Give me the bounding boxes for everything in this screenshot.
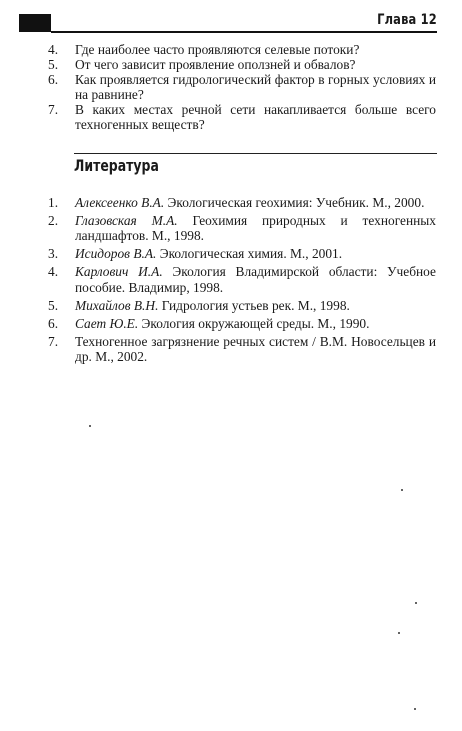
question-number: 6.: [48, 72, 59, 87]
reference-text: [75, 246, 436, 261]
reference-number: 5.: [48, 297, 59, 313]
review-questions: [48, 42, 436, 132]
question-text: В каких местах речной сети накапливается больше всего техногенных веществ?: [75, 102, 436, 132]
reference-title: Техногенное загрязнение речных систем / В.М. Новосельцев и др. М., 2002.: [75, 333, 436, 365]
question-item: [48, 42, 436, 57]
reference-text: [75, 195, 436, 210]
reference-author: Глазовская М.А.: [75, 213, 178, 228]
reference-item: [48, 298, 436, 313]
reference-number: 6.: [48, 315, 59, 331]
question-text: Где наиболее часто проявляются селевые потоки?: [75, 42, 360, 57]
reference-author: Карлович И.А.: [75, 264, 163, 280]
reference-item: [48, 213, 436, 244]
reference-text: [75, 316, 436, 331]
reference-number: 7.: [48, 333, 59, 349]
reference-text: [75, 213, 436, 244]
reference-number: 1.: [48, 195, 59, 210]
header-rule: [51, 31, 437, 33]
reference-number: 3.: [48, 246, 59, 262]
reference-title: Гидрология устьев рек. М., 1998.: [158, 297, 350, 313]
question-number: 4.: [48, 42, 59, 57]
literature-heading: Литература: [74, 156, 159, 175]
section-divider: [74, 153, 437, 154]
reference-item: [48, 246, 436, 261]
header-black-block: [19, 14, 51, 32]
reference-title: Экологическая геохимия: Учебник. М., 2000.: [164, 195, 425, 210]
scan-speck: [89, 425, 91, 427]
reference-number: 4.: [48, 264, 59, 280]
chapter-title: Глава 12: [377, 12, 437, 28]
reference-list: [48, 195, 436, 367]
reference-author: Михайлов В.Н.: [75, 297, 159, 313]
reference-title: Геохимия природных и техногенных ландшафтов. М., 1998.: [75, 213, 436, 244]
question-number: 7.: [48, 102, 59, 117]
page-header: [19, 12, 437, 34]
reference-number: 2.: [48, 213, 59, 228]
reference-item: [48, 195, 436, 210]
scan-speck: [414, 708, 416, 710]
question-text: От чего зависит проявление оползней и обвалов?: [75, 57, 356, 72]
question-item: [48, 102, 436, 132]
reference-text: [75, 334, 436, 365]
question-text: Как проявляется гидрологический фактор в горных условиях и на равнине?: [75, 72, 436, 102]
reference-item: [48, 316, 436, 331]
question-item: [48, 57, 436, 72]
question-item: [48, 72, 436, 102]
reference-author: Исидоров В.А.: [75, 246, 157, 262]
reference-author: Алексеенко В.А.: [75, 195, 165, 210]
scan-speck: [415, 602, 417, 604]
reference-title: Экология Владимирской области: Учебное пособие. Владимир, 1998.: [75, 264, 436, 295]
reference-item: [48, 334, 436, 365]
question-number: 5.: [48, 57, 59, 72]
reference-title: Экологическая химия. М., 2001.: [156, 246, 343, 262]
reference-title: Экология окружающей среды. М., 1990.: [138, 315, 370, 331]
reference-text: [75, 298, 436, 313]
scan-speck: [398, 632, 400, 634]
reference-text: [75, 264, 436, 295]
reference-author: Сает Ю.Е.: [75, 315, 139, 331]
reference-item: [48, 264, 436, 295]
scan-speck: [401, 489, 403, 491]
